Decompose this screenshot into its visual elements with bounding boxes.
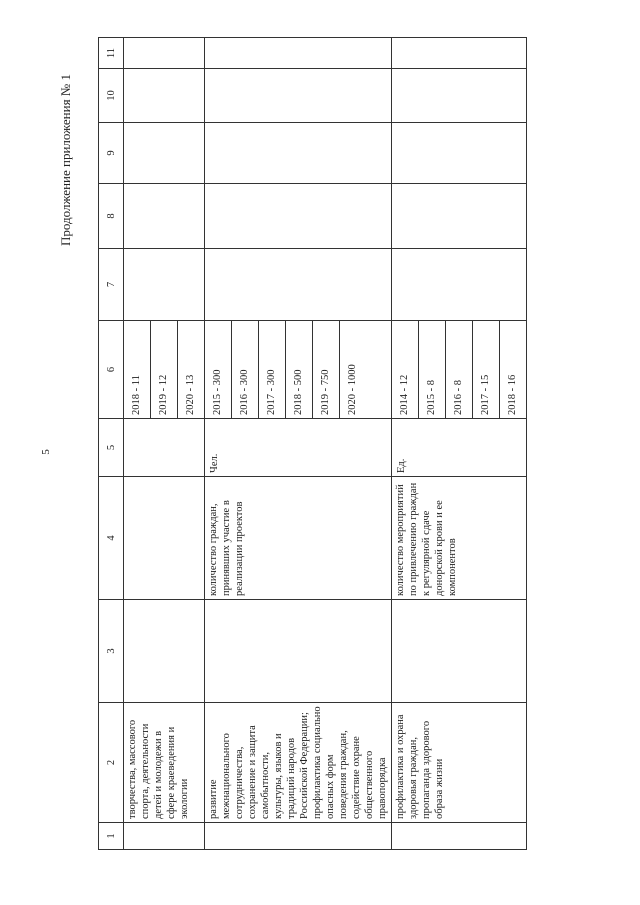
cell-col9 [205, 123, 392, 184]
cell-unit [124, 419, 205, 477]
cell-unit: Чел. [205, 419, 392, 477]
period-value: 2019 - 750 [313, 321, 340, 418]
period-value: 2016 - 8 [446, 321, 473, 418]
cell-col10 [392, 69, 527, 123]
cell-periods [205, 321, 392, 419]
col-header-7: 7 [99, 249, 124, 321]
col-header-11: 11 [99, 38, 124, 69]
cell-col9 [392, 123, 527, 184]
period-value: 2015 - 300 [205, 321, 232, 418]
cell-col3 [124, 600, 205, 703]
header-row [99, 38, 124, 850]
col-header-10: 10 [99, 69, 124, 123]
table-row [392, 38, 527, 850]
cell-col10 [124, 69, 205, 123]
cell-indicator [124, 477, 205, 600]
direction-text: творчества, массового спорта, деятельности детей и молодежи в сфере краеведения и экологии [127, 719, 190, 819]
cell-unit: Ед. [392, 419, 527, 477]
col-header-5: 5 [99, 419, 124, 477]
direction-text: профилактика и охрана здоровья граждан, пропаганда здорового образа жизни [395, 714, 445, 819]
period-value: 2019 - 12 [151, 321, 178, 418]
period-value: 2016 - 300 [232, 321, 259, 418]
table-container [98, 38, 608, 850]
cell-col7 [205, 249, 392, 321]
cell-col1 [205, 823, 392, 850]
period-value: 2018 - 11 [124, 321, 151, 418]
cell-col10 [205, 69, 392, 123]
cell-col7 [124, 249, 205, 321]
appendix-title: Продолжение приложения № 1 [58, 74, 73, 246]
cell-col11 [205, 38, 392, 69]
cell-periods [124, 321, 205, 419]
cell-col8 [205, 184, 392, 249]
col-header-6: 6 [99, 321, 124, 419]
cell-direction [205, 703, 392, 823]
cell-col1 [392, 823, 527, 850]
cell-col9 [124, 123, 205, 184]
direction-text: развитие межнационального сотрудничества, сохранение и защита самобытности, культуры, языков и традиций народов Российской Федерации; профилактика социально опасных форм поведения граждан, содействие охране общественного правопорядка [208, 706, 388, 819]
period-value: 2017 - 300 [259, 321, 286, 418]
period-value: 2017 - 15 [473, 321, 500, 418]
page-number: 5 [40, 449, 52, 455]
col-header-2: 2 [99, 703, 124, 823]
period-value: 2020 - 13 [185, 374, 196, 415]
period-value: 2018 - 500 [286, 321, 313, 418]
period-value: 2018 - 16 [507, 374, 518, 415]
cell-indicator: количество граждан, принявших участие в реализации проектов [205, 477, 392, 600]
cell-col3 [205, 600, 392, 703]
cell-col3 [392, 600, 527, 703]
cell-direction [392, 703, 527, 823]
cell-col11 [392, 38, 527, 69]
cell-direction [124, 703, 205, 823]
col-header-8: 8 [99, 184, 124, 249]
cell-col1 [124, 823, 205, 850]
cell-col8 [124, 184, 205, 249]
cell-col11 [124, 38, 205, 69]
table-row [124, 38, 205, 850]
cell-periods [392, 321, 527, 419]
col-header-9: 9 [99, 123, 124, 184]
cell-col7 [392, 249, 527, 321]
period-value: 2020 - 1000 [347, 364, 358, 415]
data-table [98, 37, 527, 850]
col-header-1: 1 [99, 823, 124, 850]
col-header-4: 4 [99, 477, 124, 600]
cell-col8 [392, 184, 527, 249]
rotated-table [98, 38, 608, 850]
period-value: 2015 - 8 [419, 321, 446, 418]
cell-indicator: количество мероприятий по привлечению граждан к регулярной сдаче донорской крови и ее компонентов [392, 477, 527, 600]
col-header-3: 3 [99, 600, 124, 703]
period-value: 2014 - 12 [392, 321, 419, 418]
table-row [205, 38, 392, 850]
